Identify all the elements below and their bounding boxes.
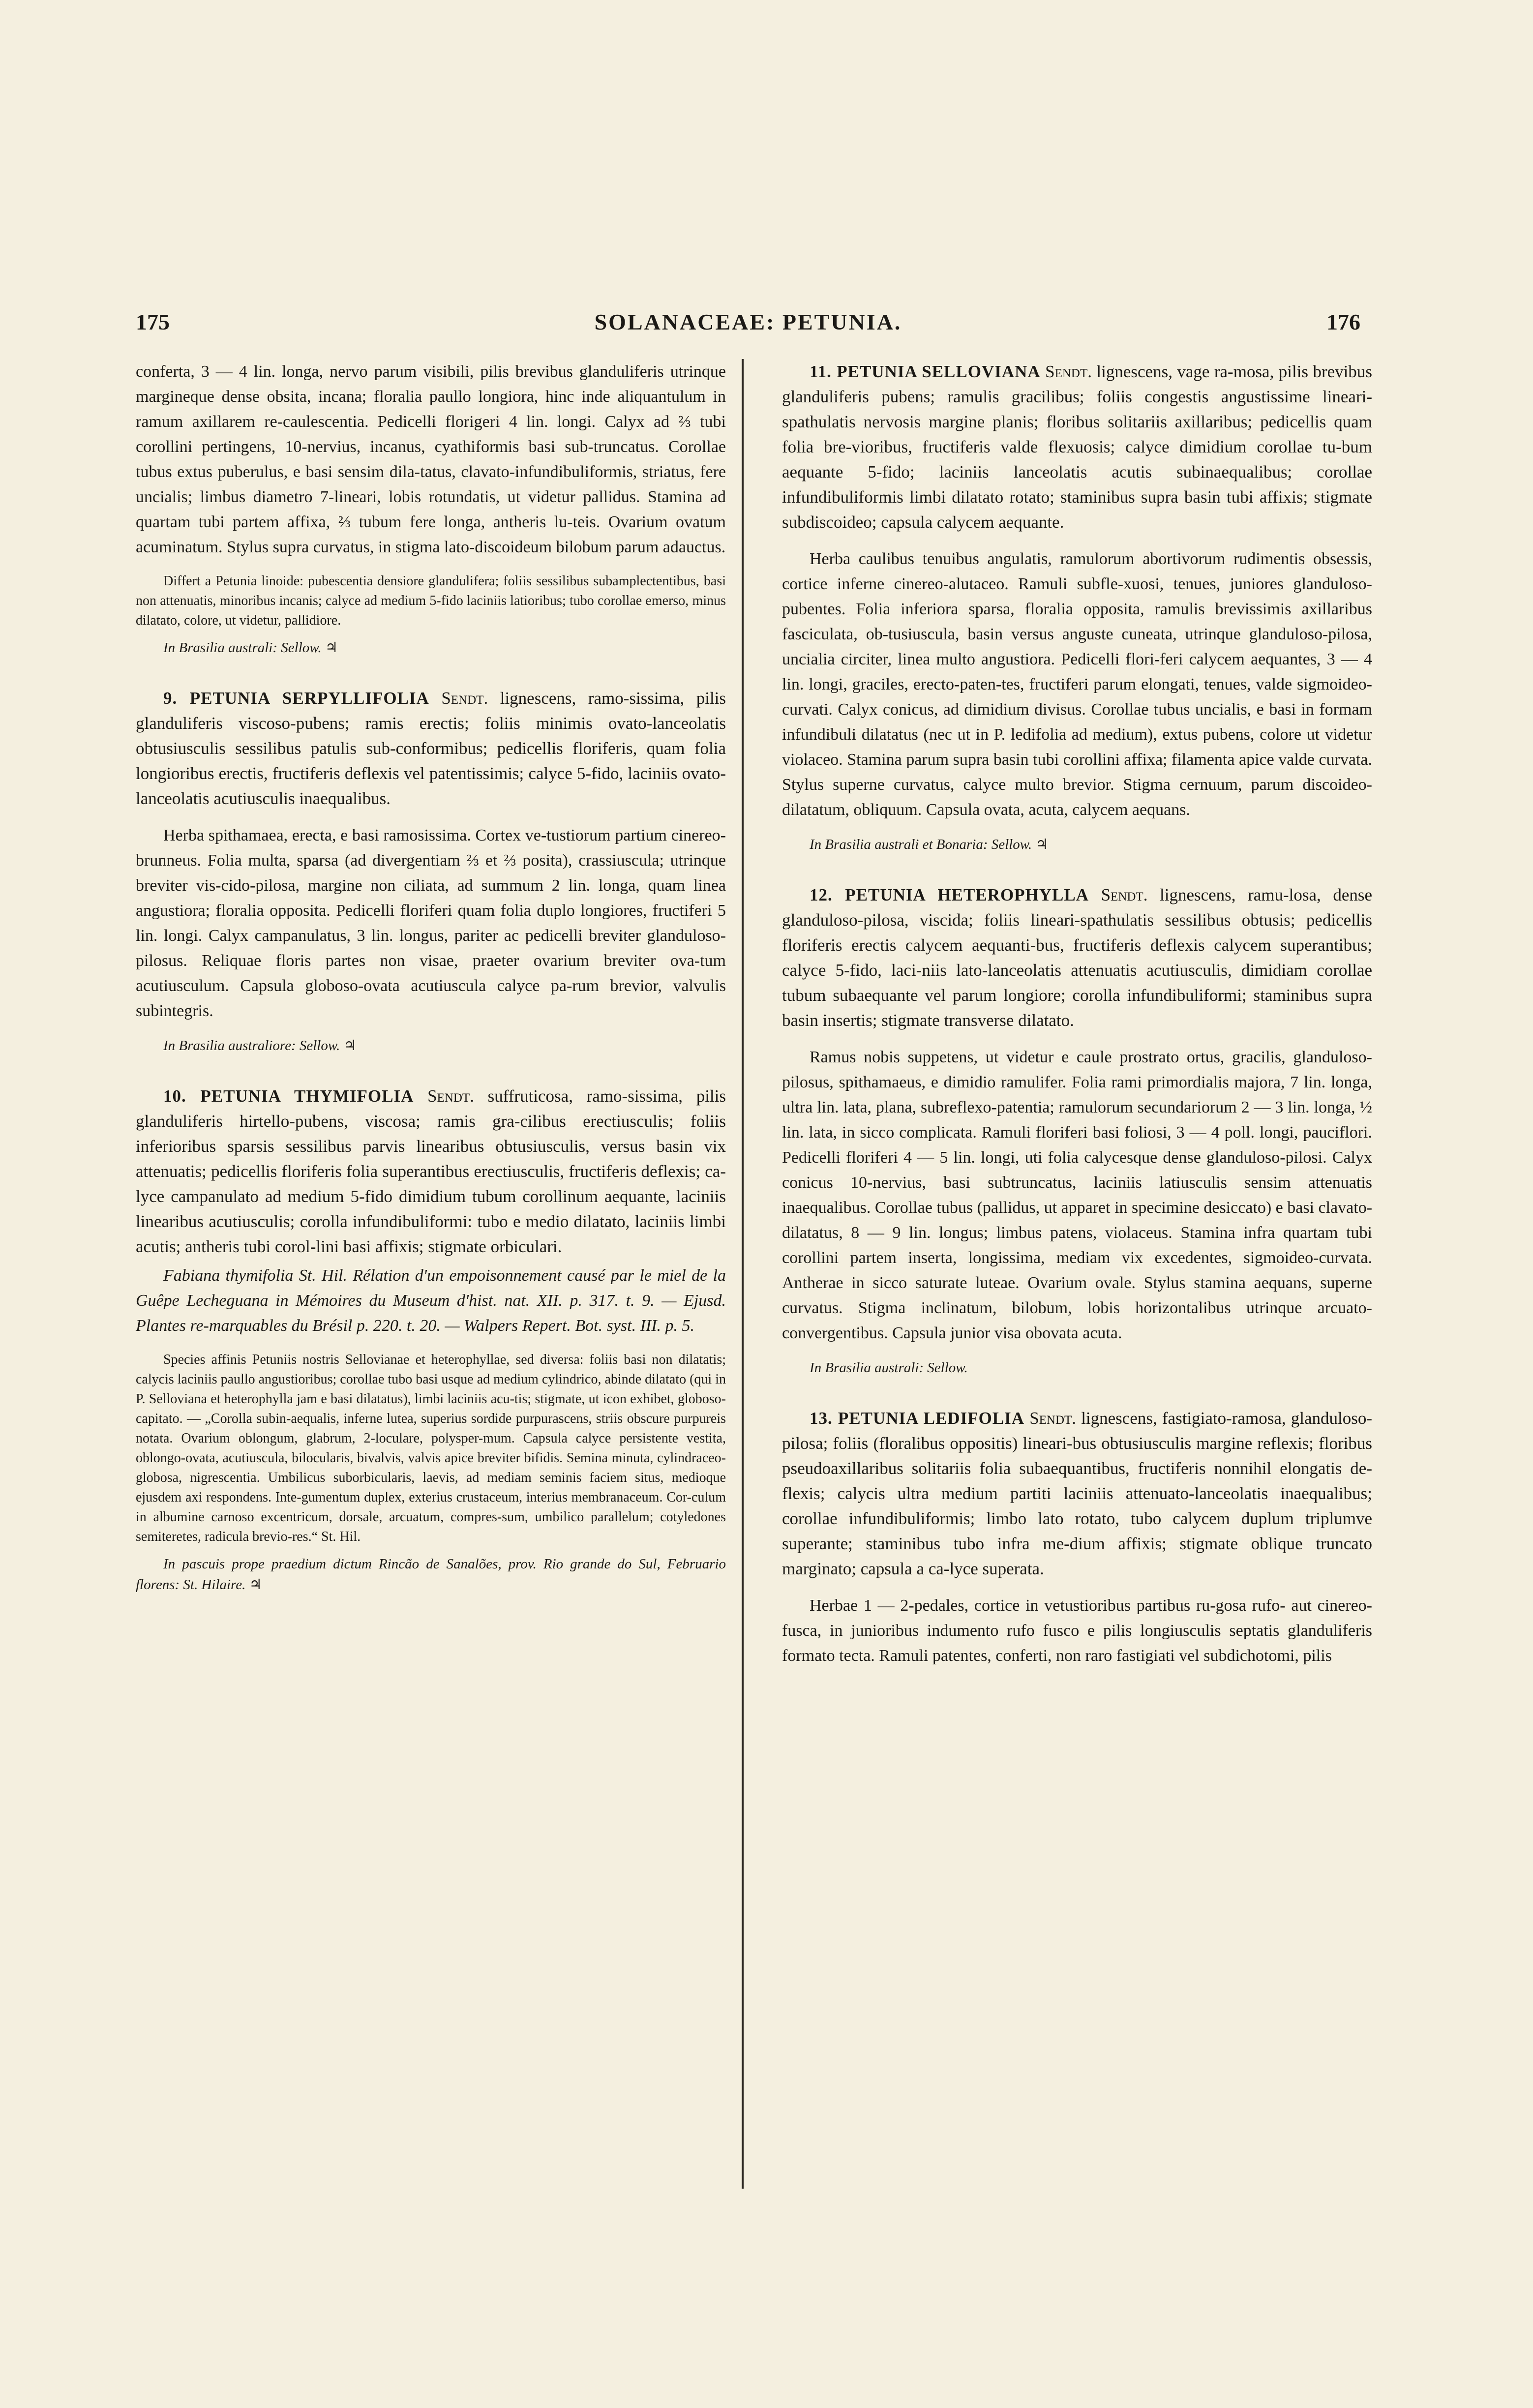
- species-heading: [782, 359, 1372, 535]
- species-diagnosis: lignescens, ramo-sissima, pilis glanduliferis viscoso-pubens; ramis erectis; foliis minimis ovato-lanceolatis obtusiusculis sessilibus patulis sub-conformibus; pedicellis floriferis, quam folia longioribus erectis, fructiferis deflexis vel patentissimis; calyce 5-fido, laciniis ovato-lanceolatis acutiusculis inaequalibus.: [136, 689, 726, 808]
- species-locality: In Brasilia australi et Bonaria: Sellow. ♃: [810, 837, 1049, 852]
- species-diagnosis: lignescens, vage ra-mosa, pilis brevibus glanduliferis pubens; ramulis gracilibus; foliis congestis angustissime lineari-spathulatis nervosis margine planis; floribus solitariis axillaribus; pedicellis quam folia bre-vioribus, fructiferis valde flexuosis; calyce dimidium corollae tu-bum aequante 5-fido; laciniis lanceolatis acutis subinaequalibus; corollae infundibuliformis limbi dilatato rotato; staminibus supra basin tubi affixis; stigmate subdiscoideo; capsula calycem aequante.: [782, 362, 1373, 532]
- species-entry-9: [136, 686, 726, 1056]
- page-number-left: 175: [136, 309, 170, 334]
- species-name: 10. PETUNIA THYMIFOLIA: [163, 1086, 414, 1106]
- running-title: SOLANACEAE: PETUNIA.: [594, 309, 902, 334]
- species-author: Sendt.: [1029, 1409, 1077, 1428]
- species-description: Herbae 1 — 2-pedales, cortice in vetustioribus partibus ru-gosa rufo- aut cinereo-fusca, in junioribus indumento rufo fusco e pilis longiusculis septatis glanduliferis formato tecta. Ramuli patentes, conferti, non raro fastigiati vel subdichotomi, pilis: [782, 1596, 1372, 1665]
- species-diagnosis: lignescens, fastigiato-ramosa, glanduloso-pilosa; foliis (floralibus oppositis) lineari-bus obtusiusculis margine reflexis; floribus pseudoaxillaribus solitariis folia subaequantibus, fructiferis nonnihil elongatis de-flexis; calycis ultra medium partiti laciniis attenuato-lanceolatis inaequalibus; corollae infundibuliformis; limbo lato rotato, tubo calycem duplum triplumve superante; staminibus tubo infra me-dium affixis; stigmate oblique truncato marginato; capsula a ca-lyce superata.: [782, 1409, 1372, 1578]
- species-locality: In pascuis prope praedium dictum Rincão de Sanalões, prov. Rio grande do Sul, Februario florens: St. Hilaire. ♃: [136, 1556, 726, 1593]
- species-diagnosis: suffruticosa, ramo-sissima, pilis glanduliferis hirtello-pubens, viscosa; ramis gra-cilibus erectiusculis; foliis inferioribus sparsis sessilibus parvis linearibus obtusiusculis, versus basin vix attenuatis; pedicellis floriferis folia superantibus erectiusculis, fructiferis deflexis; ca-lyce campanulato ad medium 5-fido dimidium tubum corollinum aequante, laciniis linearibus acutiusculis; corolla infundibuliformi: tubo e medio dilatato, laciniis limbi acutis; antheris tubi corol-lini basi affixis; stigmate orbiculari.: [136, 1086, 726, 1256]
- page-number-right: 176: [1326, 309, 1360, 334]
- species-entry-11: [782, 359, 1372, 855]
- right-column: [782, 359, 1372, 1680]
- species-description: Herba spithamaea, erecta, e basi ramosissima. Cortex ve-tustiorum partium cinereo-brunneus. Folia multa, sparsa (ad divergentiam ⅔ et ⅔ posita), crassiuscula; utrinque breviter vis-cido-pilosa, margine non ciliata, ad summum 2 lin. longa, quam linea angustiora; floralia opposita. Pedicelli floriferi quam folia duplo longiores, fructiferi 5 lin. longi. Calyx campanulatus, 3 lin. longus, pariter ac pedicelli breviter glanduloso-pilosus. Reliquae floris partes non visae, praeter ovarium breviter ova-tum acutiusculum. Capsula globoso-ovata acutiuscula calyce pa-rum brevior, valvulis subintegris.: [136, 826, 726, 1020]
- species-diagnosis: lignescens, ramu-losa, dense glanduloso-pilosa, viscida; foliis lineari-spathulatis sessilibus obtusis; pedicellis floriferis erectis calycem aequanti-bus, fructiferis deflexis calycem superantibus; calyce 5-fido, laci-niis lato-lanceolatis attenuatis acutiusculis, dimidiam corollae tubum subaequante vel parum longiore; corolla infundibuliformi; staminibus supra basin insertis; stigmate transverse dilatato.: [782, 885, 1373, 1030]
- species-author: Sendt.: [427, 1086, 474, 1106]
- species-locality: In Brasilia australiore: Sellow. ♃: [163, 1038, 357, 1054]
- locality-previous: In Brasilia australi: Sellow. ♃: [163, 640, 338, 656]
- species-note: Species affinis Petuniis nostris Sellovianae et heterophyllae, sed diversa: foliis basi non dilatatis; calycis laciniis paullo angustioribus; corollae tubo basi usque ad medium cylindrico, abinde dilatato (qui in P. Selloviana et heterophylla jam e basi dilatatus), limbi laciniis acu-tis; stigmate, ut icon exhibet, globoso-capitato. — „Corolla subin-aequalis, inferne lutea, superius sordide purpurascens, striis obscure purpureis notata. Ovarium oblongum, glabrum, 2-loculare, polysper-mum. Capsula calyce persistente vestita, oblongo-ovata, acutiuscula, bilocularis, bivalvis, valvis apice breviter bifidis. Semina minuta, cylindraceo-globosa, nigrescentia. Umbilicus suborbicularis, laevis, ad mediam seminis faciem situs, medioque ejusdem axi respondens. Inte-gumentum duplex, exterius crustaceum, interius membranaceum. Cor-culum in albumine carnoso excentricum, dorsale, arcuatum, compres-sum, umbilico parallelum; cotyledones semiteretes, radicula brevio-res.“ St. Hil.: [136, 1352, 726, 1544]
- species-entry-13: [782, 1406, 1372, 1668]
- species-heading: [136, 1084, 726, 1259]
- continued-description: conferta, 3 — 4 lin. longa, nervo parum visibili, pilis brevibus glanduliferis utrinque margineque dense obsita, incana; floralia paullo longiora, hinc inde aliquantulum in ramum axillarem re-caulescentia. Pedicelli florigeri 4 lin. longi. Calyx ad ⅔ tubi corollini pertingens, 10-nervius, incanus, cyathiformis basi sub-truncatus. Corollae tubus extus puberulus, e basi sensim dila-tatus, clavato-infundibuliformis, striatus, fere uncialis; limbus diametro 7-lineari, lobis rotundatis, ut videtur pallidus. Stamina ad quartam tubi partem affixa, ⅔ tubum fere longa, antheris lu-teis. Ovarium ovatum acuminatum. Stylus supra curvatus, in stigma lato-discoideum bilobum parum adauctus.: [136, 362, 726, 556]
- species-description: Herba caulibus tenuibus angulatis, ramulorum abortivorum rudimentis obsessis, cortice inferne cinereo-alutaceo. Ramuli subfle-xuosi, tenues, juniores glanduloso-pubentes. Folia inferiora sparsa, floralia opposita, ramulis brevissimis axillaribus fasciculata, ob-tusiuscula, basin versus anguste cuneata, utrinque glanduloso-pilosa, uncialia circiter, linea multo angustiora. Pedicelli flori-feri calycem aequantes, 3 — 4 lin. longi, graciles, erecto-paten-tes, fructiferi parum elongati, tenues, valde sigmoideo-curvati. Calyx conicus, ad dimidium divisus. Corollae tubus uncialis, e basi in formam infundibuli dilatatus (nec ut in P. ledifolia ad medium), extus pubens, colore ut videtur violaceo. Stamina parum supra basin tubi corollini affixa; filamenta apice valde curvata. Stylus superne curvatus, calyce multo brevior. Stigma cernuum, parum discoideo-dilatatum, obliquum. Capsula ovata, acuta, calycem aequans.: [782, 550, 1372, 819]
- species-locality: In Brasilia australi: Sellow.: [810, 1360, 968, 1376]
- species-name: 13. PETUNIA LEDIFOLIA: [810, 1409, 1025, 1428]
- column-divider: [742, 359, 744, 2189]
- species-name: 9. PETUNIA SERPYLLIFOLIA: [163, 689, 429, 708]
- species-heading: [782, 882, 1372, 1033]
- species-description: Ramus nobis suppetens, ut videtur e caule prostrato ortus, gracilis, glanduloso-pilosus, spithamaeus, e dimidio ramulifer. Folia rami primordialis majora, 7 lin. longa, ultra lin. lata, plana, subreflexo-patentia; ramulorum secundariorum 2 — 3 lin. longa, ½ lin. lata, in sicco complicata. Ramuli floriferi basi foliosi, 3 — 4 poll. longi, pauciflori. Pedicelli floriferi 4 — 5 lin. longi, uti folia calycesque dense glanduloso-pilosi. Calyx conicus 10-nervius, basi subtruncatus, laciniis latiusculis sensim attenuatis inaequalibus. Corollae tubus (pallidus, ut apparet in specimine desiccato) e basi clavato-dilatatus, 8 — 9 lin. longus; limbus patens, violaceus. Stamina infra quartam tubi corollini partem inserta, longissima, mediam vix excedentes, sigmoideo-curvata. Antherae in sicco saturate luteae. Ovarium ovale. Stylus stamina aequans, superne curvatus. Stigma inclinatum, bilobum, lobis horizontalibus utrinque arcuato-convergentibus. Capsula junior visa obovata acuta.: [782, 1048, 1373, 1342]
- species-heading: [782, 1406, 1372, 1581]
- species-author: Sendt.: [1045, 362, 1092, 381]
- species-name: 11. PETUNIA SELLOVIANA: [810, 362, 1041, 381]
- left-column: [136, 359, 726, 1623]
- page-header: [136, 309, 1360, 343]
- species-author: Sendt.: [1101, 885, 1148, 904]
- species-synonymy: Fabiana thymifolia St. Hil. Rélation d'un empoisonnement causé par le miel de la Guêpe Lecheguana in Mémoires du Museum d'hist. nat. XII. p. 317. t. 9. — Ejusd. Plantes re-marquables du Brésil p. 220. t. 20. — Walpers Repert. Bot. syst. III. p. 5.: [136, 1266, 726, 1335]
- species-heading: [136, 686, 726, 811]
- differt-note: Differt a Petunia linoide: pubescentia densiore glandulifera; foliis sessilibus subamplectentibus, basi non attenuatis, minoribus incanis; calyce ad medium 5-fido laciniis latioribus; tubo corollae emerso, minus dilatato, colore, ut videtur, pallidiore.: [136, 573, 726, 628]
- species-author: Sendt.: [441, 689, 488, 708]
- species-entry-10: [136, 1084, 726, 1595]
- species-entry-12: [782, 882, 1372, 1378]
- species-name: 12. PETUNIA HETEROPHYLLA: [810, 885, 1089, 904]
